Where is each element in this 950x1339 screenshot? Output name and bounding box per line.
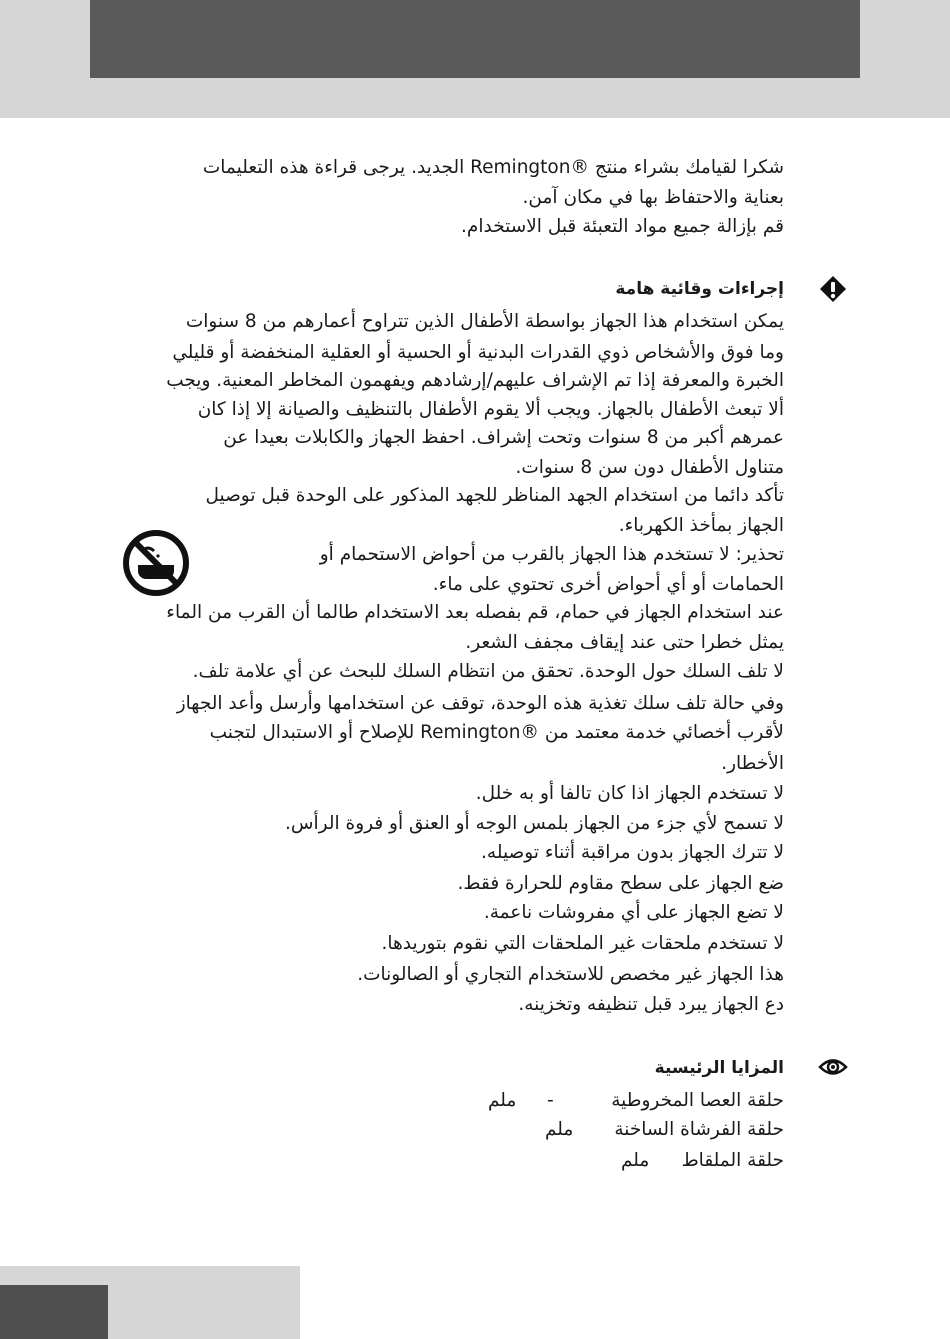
accessory-size: ملم — [488, 1090, 517, 1111]
no-use-near-bath-icon — [122, 529, 190, 597]
safety-line: يمثل خطرا حتى عند إيقاف مجفف الشعر. — [465, 632, 784, 653]
safety-line: الجهاز بمأخذ الكهرباء. — [618, 515, 784, 536]
safety-line: ألا تبعث الأطفال بالجهاز. ويجب ألا يقوم الأطفال بالتنظيف والصيانة إلا إذا كان — [197, 399, 784, 420]
accessory-name: حلقة الفرشاة الساخنة — [614, 1119, 784, 1140]
safety-line: لا تضع الجهاز على أي مفروشات ناعمة. — [483, 902, 784, 923]
safety-line: وما فوق والأشخاص ذوي القدرات البدنية أو الحسية أو العقلية المنخفضة أو قليلي — [172, 342, 784, 363]
safety-line: عمرهم أكبر من 8 سنوات وتحت إشراف. احفظ الجهاز والكابلات بعيدا عن — [223, 427, 784, 448]
safety-line: الخبرة والمعرفة إذا تم الإشراف عليهم/إرشادهم ويفهمون المخاطر المعنية. ويجب — [166, 370, 784, 391]
accessory-name: حلقة الملقاط — [681, 1150, 784, 1171]
eye-icon — [818, 1056, 848, 1078]
safety-heading: إجراءات وقائية هامة — [615, 279, 784, 299]
safety-line: لا تترك الجهاز بدون مراقبة أثناء توصيله. — [481, 842, 784, 863]
accessories-heading: المزايا الرئيسية — [654, 1058, 784, 1078]
safety-line: لا تستخدم ملحقات غير الملحقات التي نقوم بتوريدها. — [381, 933, 784, 954]
intro-line: قم بإزالة جميع مواد التعبئة قبل الاستخدام. — [461, 216, 784, 237]
safety-line: لا تستخدم الجهاز اذا كان تالفا أو به خلل. — [475, 783, 784, 804]
safety-line: الحمامات أو أي أحواض أخرى تحتوي على ماء. — [432, 574, 784, 595]
accessory-dash: - — [547, 1090, 554, 1111]
accessory-size: ملم — [545, 1119, 574, 1140]
safety-line: متناول الأطفال دون سن 8 سنوات. — [515, 457, 784, 478]
safety-line: دع الجهاز يبرد قبل تنظيفه وتخزينه. — [518, 994, 784, 1015]
safety-line: وفي حالة تلف سلك تغذية هذه الوحدة، توقف عن استخدامها وأرسل وأعد الجهاز — [176, 693, 784, 714]
safety-line: لأقرب أخصائي خدمة معتمد من ®Remington للإصلاح أو الاستبدال لتجنب — [209, 722, 784, 743]
safety-line: هذا الجهاز غير مخصص للاستخدام التجاري أو الصالونات. — [357, 964, 784, 985]
safety-line: يمكن استخدام هذا الجهاز بواسطة الأطفال الذين تتراوح أعمارهم من 8 سنوات — [185, 311, 784, 332]
safety-line: لا تسمح لأي جزء من الجهاز بلمس الوجه أو العنق أو فروة الرأس. — [285, 813, 784, 834]
accessory-size: ملم — [621, 1150, 650, 1171]
intro-line: شكرا لقيامك بشراء منتج ®Remington الجديد. يرجى قراءة هذه التعليمات — [202, 157, 784, 178]
safety-line: تحذير: لا تستخدم هذا الجهاز بالقرب من أحواض الاستحمام أو — [319, 544, 784, 565]
safety-line: الأخطار. — [721, 753, 784, 774]
header-block — [90, 0, 860, 78]
safety-line: ضع الجهاز على سطح مقاوم للحرارة فقط. — [457, 873, 784, 894]
footer-block — [0, 1285, 108, 1339]
accessory-name: حلقة العصا المخروطية — [611, 1090, 784, 1111]
safety-line: تأكد دائما من استخدام الجهد المناظر للجهد المذكور على الوحدة قبل توصيل — [205, 485, 784, 506]
warning-diamond-icon — [819, 275, 847, 303]
safety-line: لا تلف السلك حول الوحدة. تحقق من انتظام السلك للبحث عن أي علامة تلف. — [192, 661, 784, 682]
safety-line: عند استخدام الجهاز في حمام، قم بفصله بعد الاستخدام طالما أن القرب من الماء — [166, 602, 784, 623]
intro-line: بعناية والاحتفاظ بها في مكان آمن. — [522, 187, 784, 208]
